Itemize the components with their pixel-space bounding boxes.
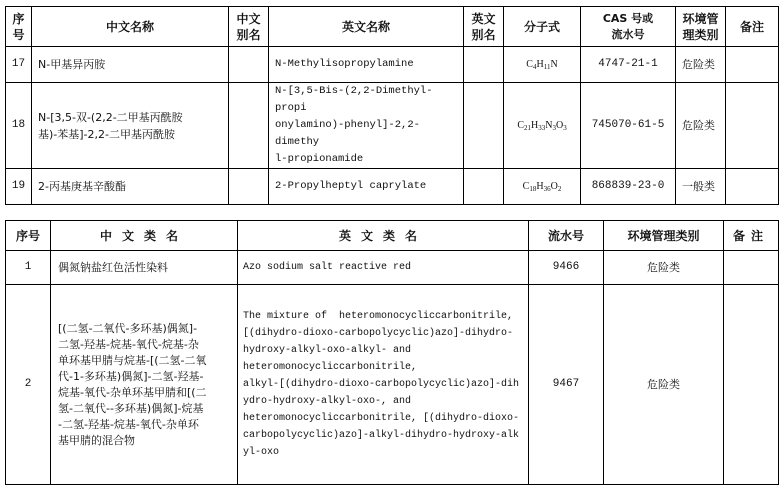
table-header-row [6,7,779,47]
cas-number: 868839-23-0 [581,169,676,205]
header-cn-class: 中文类名 [51,221,238,251]
chemical-class-table [5,220,779,485]
row-index: 1 [6,251,51,285]
cn-class: [(二氢-二氧代-多环基)偶氮]- 二氢-羟基-烷基-氧代-烷基-杂 单环基甲腈与烷基-[(二氢-二氧 代-1-多环基)偶氮]-二氢-羟基- 烷基-氧代-杂单环基甲腈和[(二 氢-二氧代--多环基)偶氮]-烷基 -二氢-羟基-烷基-氧代-杂单环 基甲腈的混合物 [51,285,238,485]
en-name: 2-Propylheptyl caprylate [269,169,464,205]
en-name: N-Methylisopropylamine [269,47,464,83]
header-cn-name: 中文名称 [32,7,229,47]
header-cn-alias: 中文 别名 [229,7,269,47]
table-row [6,251,779,285]
header-en-alias: 英文 别名 [464,7,504,47]
remark [726,83,779,169]
remark [726,169,779,205]
cn-name: N-甲基异丙胺 [32,47,229,83]
table-header-row [6,221,779,251]
row-index: 19 [6,169,32,205]
env-category: 危险类 [604,285,724,485]
table-row [6,169,779,205]
molecular-formula: $C_{18}H_{36}O_2$ [504,169,581,205]
chemical-list-table [5,6,779,205]
header-index: 序 号 [6,7,32,47]
cn-alias [229,47,269,83]
cn-name: N-[3,5-双-(2,2-二甲基丙酰胺 基)-苯基]-2,2-二甲基丙酰胺 [32,83,229,169]
molecular-formula: $C_4H_{11}N$ [504,47,581,83]
serial-number: 9466 [529,251,604,285]
env-category: 危险类 [676,83,726,169]
row-index: 18 [6,83,32,169]
table-row [6,83,779,169]
row-index: 2 [6,285,51,485]
env-category: 危险类 [676,47,726,83]
cn-name: 2-丙基庚基辛酸酯 [32,169,229,205]
cas-number: 745070-61-5 [581,83,676,169]
header-formula: 分子式 [504,7,581,47]
cn-alias [229,169,269,205]
en-name: N-[3,5-Bis-(2,2-Dimethyl-propi onylamino)-phenyl]-2,2-dimethy l-propionamide [269,83,464,169]
row-index: 17 [6,47,32,83]
header-remark: 备注 [724,221,779,251]
table-row [6,285,779,485]
en-alias [464,169,504,205]
header-cas: CAS 号或 流水号 [581,7,676,47]
en-class: The mixture of heteromonocycliccarbonitrile, [(dihydro-dioxo-carbopolycyclic)azo]-dihydro- hydroxy-alkyl-oxo-alkyl- and heteromonocycliccarbonitrile, alkyl-[(dihydro-dioxo-carbopolycyclic)azo]-dih ydro-hydroxy-alkyl-oxo-, and heteromonocycliccarbonitrile, [(dihydro-dioxo- carbopolycyclic)azo]-alkyl-dihydro-hydroxy-alk yl-oxo [238,285,529,485]
molecular-formula: $C_{21}H_{33}N_3O_3$ [504,83,581,169]
env-category: 一般类 [676,169,726,205]
remark [726,47,779,83]
header-index: 序号 [6,221,51,251]
env-category: 危险类 [604,251,724,285]
cn-alias [229,83,269,169]
cn-class: 偶氮钠盐红色活性染料 [51,251,238,285]
en-alias [464,83,504,169]
en-alias [464,47,504,83]
header-en-name: 英文名称 [269,7,464,47]
remark [724,251,779,285]
serial-number: 9467 [529,285,604,485]
header-remark: 备注 [726,7,779,47]
en-class: Azo sodium salt reactive red [238,251,529,285]
remark [724,285,779,485]
cas-number: 4747-21-1 [581,47,676,83]
header-en-class: 英文类名 [238,221,529,251]
header-env-category: 环境管理类别 [604,221,724,251]
table-row [6,47,779,83]
header-env-category: 环境管 理类别 [676,7,726,47]
header-serial: 流水号 [529,221,604,251]
